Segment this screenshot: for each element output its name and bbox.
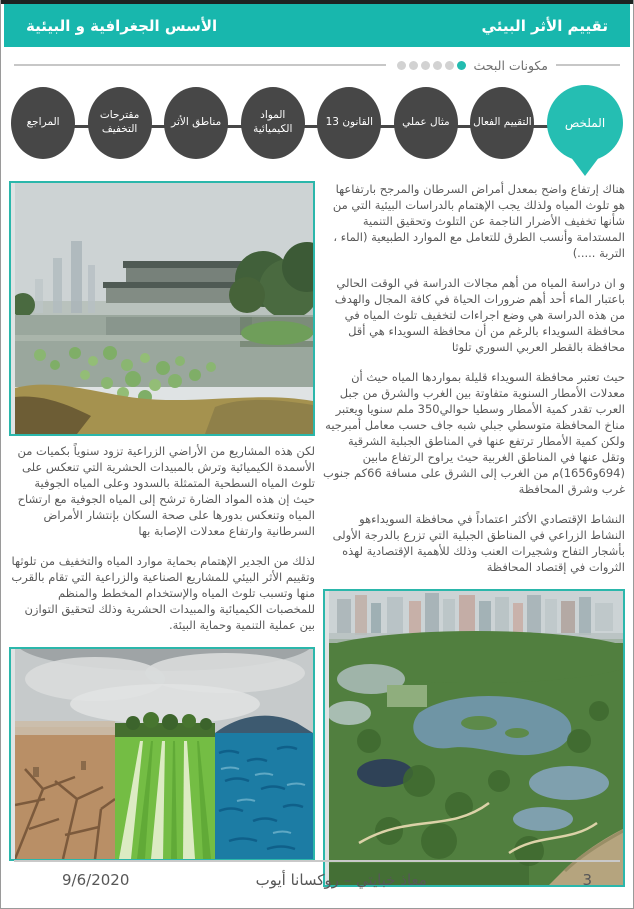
progress-dot	[445, 61, 454, 70]
wetland-lake-photo	[9, 181, 315, 436]
paragraph: هناك إرتفاع واضح بمعدل أمراض السرطان والمرجح بارتفاعها هو تلوث المياه ولذلك يجب الإهتمام بالدراسات البيئية التي من شأنها تخفيف الأضرار الناجمة عن التلوث وتحقيق التنمية المستدامة وأنسب الطرق للتعامل مع الموارد الطبيعية (الماء ، التربة .....)	[332, 182, 625, 260]
timeline-node-label: الملخص	[564, 116, 606, 130]
timeline-node-references: المراجع	[11, 87, 75, 159]
paragraph: النشاط الإقتصادي الأكثر اعتماداً في محافظة السويداءهو النشاط الزراعي في المناطق الجبلية التي تزرع بالدرجة الأولى بأشجار التفاح وشجيرات العنب وذلك للأهمية الإقتصادية لهذه الثروات في إقتصاد المحافظة	[332, 512, 625, 574]
slide-footer	[14, 860, 620, 900]
progress-dot	[421, 61, 430, 70]
timeline-node-impact-areas: مناطق الأثر	[164, 87, 228, 159]
left-column	[9, 181, 315, 887]
drought-farmland-sea-photo	[9, 647, 315, 861]
page-subtitle: الأسس الجغرافية و البيئية	[26, 16, 218, 35]
paragraph: لكن هذه المشاريع من الأراضي الزراعية تزود سنوياً بكميات من الأسمدة الكيميائية وترش بالمبيدات الحشرية التي تنعكس على تلوث المياه السطحية المتمثلة بالسدود وعلى المياه الجوفية حيث إن هذه المواد الضارة ترشح إلى المياه الجوفية مع ارتشاح المياه وتنعكس بدورها على صحة السكان بإنتشار الأمراض السرطانية وارتفاع معدلات الإصابة بها	[17, 444, 315, 538]
footer-authors: معاذ خبايتي – روكسانا أيوب	[255, 871, 427, 889]
section-row	[14, 56, 620, 74]
progress-dots	[394, 61, 466, 70]
title-bar	[4, 4, 630, 47]
research-components-timeline	[9, 80, 625, 175]
aerial-wetland-park-photo	[323, 589, 625, 887]
right-column	[323, 181, 625, 887]
paragraph: و ان دراسة المياه من أهم مجالات الدراسة في الوقت الحالي باعتبار الماء أحد أهم ضرورات الحياة في كافة المجال والهدف من هذه الدراسة هي وضع اجراءات لتخفيف تلوث المياه في محافظة السويداء بالرغم من أن محافظة السويداء هي أقل محافظة بالقطر العربي السوري تلوثا	[334, 276, 625, 354]
footer-date: 9/6/2020	[62, 871, 130, 889]
rule-left	[14, 64, 386, 66]
timeline-node-mitigation-proposals: مقترحات التخفيف	[88, 87, 152, 159]
page-title: تقييم الأثر البيئي	[481, 16, 608, 35]
paragraph: حيث تعتبر محافظة السويداء قليلة بمواردها المياه حيث أن معدلات الأمطار السنوية متفاوتة بين الغرب والشرق من جبل العرب تقدر كمية الأمطار وسطيا حوالي350 ملم سنويا ويعتبر مناخ المحافظة متوسطي جبلي شبه جاف حسب معامل أمبرجيه ولكن كمية الأمطار ترتفع عنها في المناطق الجبلية الشرقية وتقل عنها في المناطق الغربية حيث يراوح الرتفاع مابين (694و1656)م من الغرب إلى الشرق على مسافة 66كم جنوب غرب وشرق المحافظة	[323, 370, 625, 496]
rule-right	[556, 64, 620, 66]
progress-dot	[409, 61, 418, 70]
footer-page-number: 3	[582, 871, 592, 889]
timeline-node-summary-pin	[547, 85, 623, 161]
progress-dot	[397, 61, 406, 70]
content-area	[1, 175, 633, 887]
progress-dot-active	[457, 61, 466, 70]
timeline-node-effective-assessment: التقييم الفعال	[470, 87, 534, 159]
timeline-node-practical-example: مثال عملي	[394, 87, 458, 159]
paragraph: لذلك من الجدير الإهتمام بحماية موارد المياه والتخفيف من تلوثها وتقييم الأثر البيئي للمشاريع الصناعية والزراعية التي تقام بالقرب منها وتسبب تلوث المياه والإستخدام المخطط والمنظم للمخصبات الكيميائية والمبيدات الحشرية وذلك لتحقيق التوازن بين عملية التنمية وحماية البيئة.	[11, 554, 315, 632]
progress-dot	[433, 61, 442, 70]
section-label: مكونات البحث	[473, 57, 548, 73]
timeline-node-law-13: القانون 13	[317, 87, 381, 159]
timeline-node-chemical-materials: المواد الكيميائية	[241, 87, 305, 159]
